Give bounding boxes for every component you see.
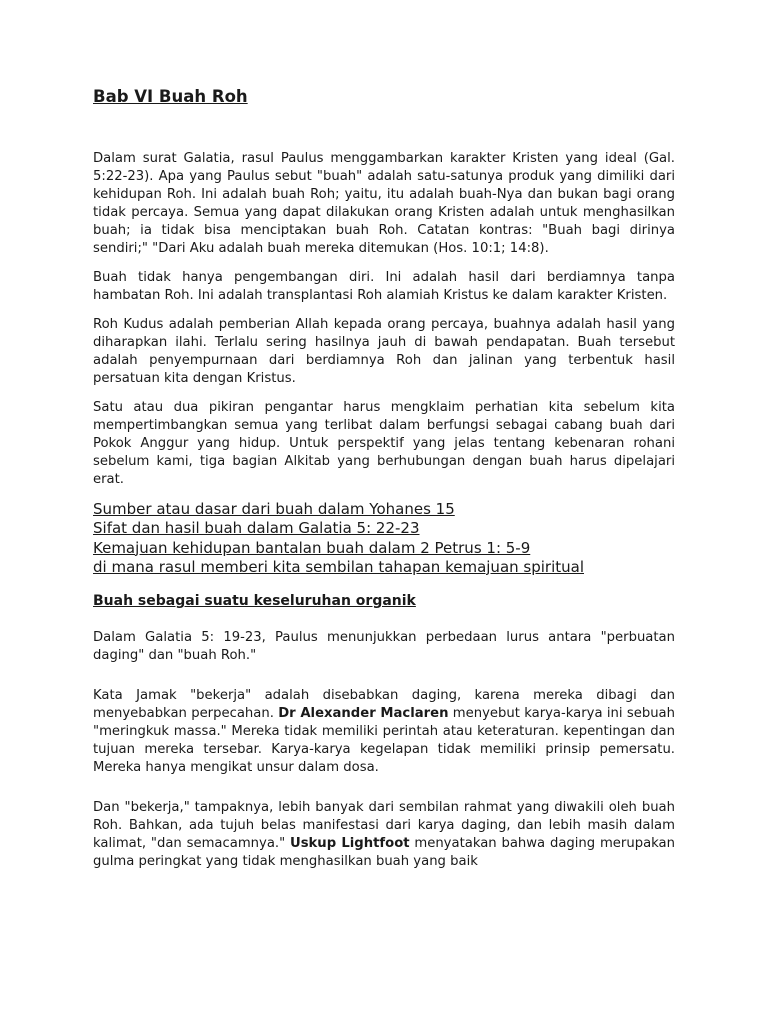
author-name-lightfoot: Uskup Lightfoot (289, 836, 410, 852)
link-yohanes-15[interactable]: Sumber atau dasar dari buah dalam Yohanes 15 (93, 500, 455, 518)
author-name-maclaren: Dr Alexander Maclaren (278, 706, 449, 722)
paragraph-works-of-flesh (93, 687, 675, 777)
link-galatia-5[interactable]: Sifat dan hasil buah dalam Galatia 5: 22-23 (93, 519, 420, 538)
paragraph-text: Kata Jamak "bekerja" adalah disebabkan daging, karena mereka dibagi dan menyebabkan perpecahan. (93, 688, 675, 722)
section-heading: Buah sebagai suatu keseluruhan organik (93, 593, 416, 610)
paragraph-galatia-contrast: Dalam Galatia 5: 19-23, Paulus menunjukkan perbedaan lurus antara "perbuatan daging" dan "buah Roh." (93, 630, 675, 664)
link-2-petrus-1[interactable]: Kemajuan kehidupan bantalan buah dalam 2 Petrus 1: 5-9 (93, 538, 531, 557)
scripture-link-list (93, 500, 675, 577)
paragraph-fruit-not-self-development: Buah tidak hanya pengembangan diri. Ini adalah hasil dari berdiamnya tanpa hambatan Roh. Ini adalah transplantasi Roh alamiah Kristus ke dalam karakter Kristen. (93, 270, 675, 303)
link-sembilan-tahapan[interactable]: di mana rasul memberi kita sembilan tahapan kemajuan spiritual (93, 557, 584, 576)
chapter-title: Bab VI Buah Roh (93, 87, 248, 106)
paragraph-introductory-thoughts: Satu atau dua pikiran pengantar harus mengklaim perhatian kita sebelum kita mempertimbangkan semua yang terlibat dalam berfungsi sebagai cabang buah dari Pokok Anggur yang hidup. Untuk perspektif yang jelas tentang kebenaran rohani sebelum kami, tiga bagian Alkitab yang berhubungan dengan buah harus dipelajari erat. (93, 400, 675, 487)
document-page (93, 86, 675, 882)
paragraph-text: menyatakan bahwa daging merupakan gulma peringkat yang tidak menghasilkan buah yang baik (93, 836, 675, 870)
paragraph-intro: Dalam surat Galatia, rasul Paulus menggambarkan karakter Kristen yang ideal (Gal. 5:22-23). Apa yang Paulus sebut "buah" adalah satu-satunya produk yang dimiliki dari kehidupan Roh. Ini adalah buah Roh; yaitu, itu adalah buah-Nya dan bukan bagi orang tidak percaya. Semua yang dapat dilakukan orang Kristen adalah untuk menghasilkan buah; ia tidak bisa menciptakan buah Roh. Catatan kontras: "Buah bagi dirinya sendiri;" "Dari Aku adalah buah mereka ditemukan (Hos. 10:1; 14:8). (93, 151, 675, 256)
paragraph-text: menyebut karya-karya ini sebuah "meringkuk massa." Mereka tidak memiliki perintah atau keteraturan. kepentingan dan tujuan mereka tersebar. Karya-karya kegelapan tidak memiliki prinsip pemersatu. Mereka hanya mengikat unsur dalam dosa. (93, 706, 675, 776)
paragraph-holy-spirit-gift: Roh Kudus adalah pemberian Allah kepada orang percaya, buahnya adalah hasil yang diharapkan ilahi. Terlalu sering hasilnya jauh di bawah pendapatan. Buah tersebut adalah penyempurnaan dari berdiamnya Roh dan jalinan yang terbentuk hasil persatuan kita dengan Kristus. (93, 317, 675, 386)
paragraph-text: Dan "bekerja," tampaknya, lebih banyak dari sembilan rahmat yang diwakili oleh buah Roh. Bahkan, ada tujuh belas manifestasi dari karya daging, dan lebih masih dalam kalimat, "dan semacamnya." (93, 800, 675, 852)
paragraph-seventeen-manifestations (93, 799, 675, 871)
